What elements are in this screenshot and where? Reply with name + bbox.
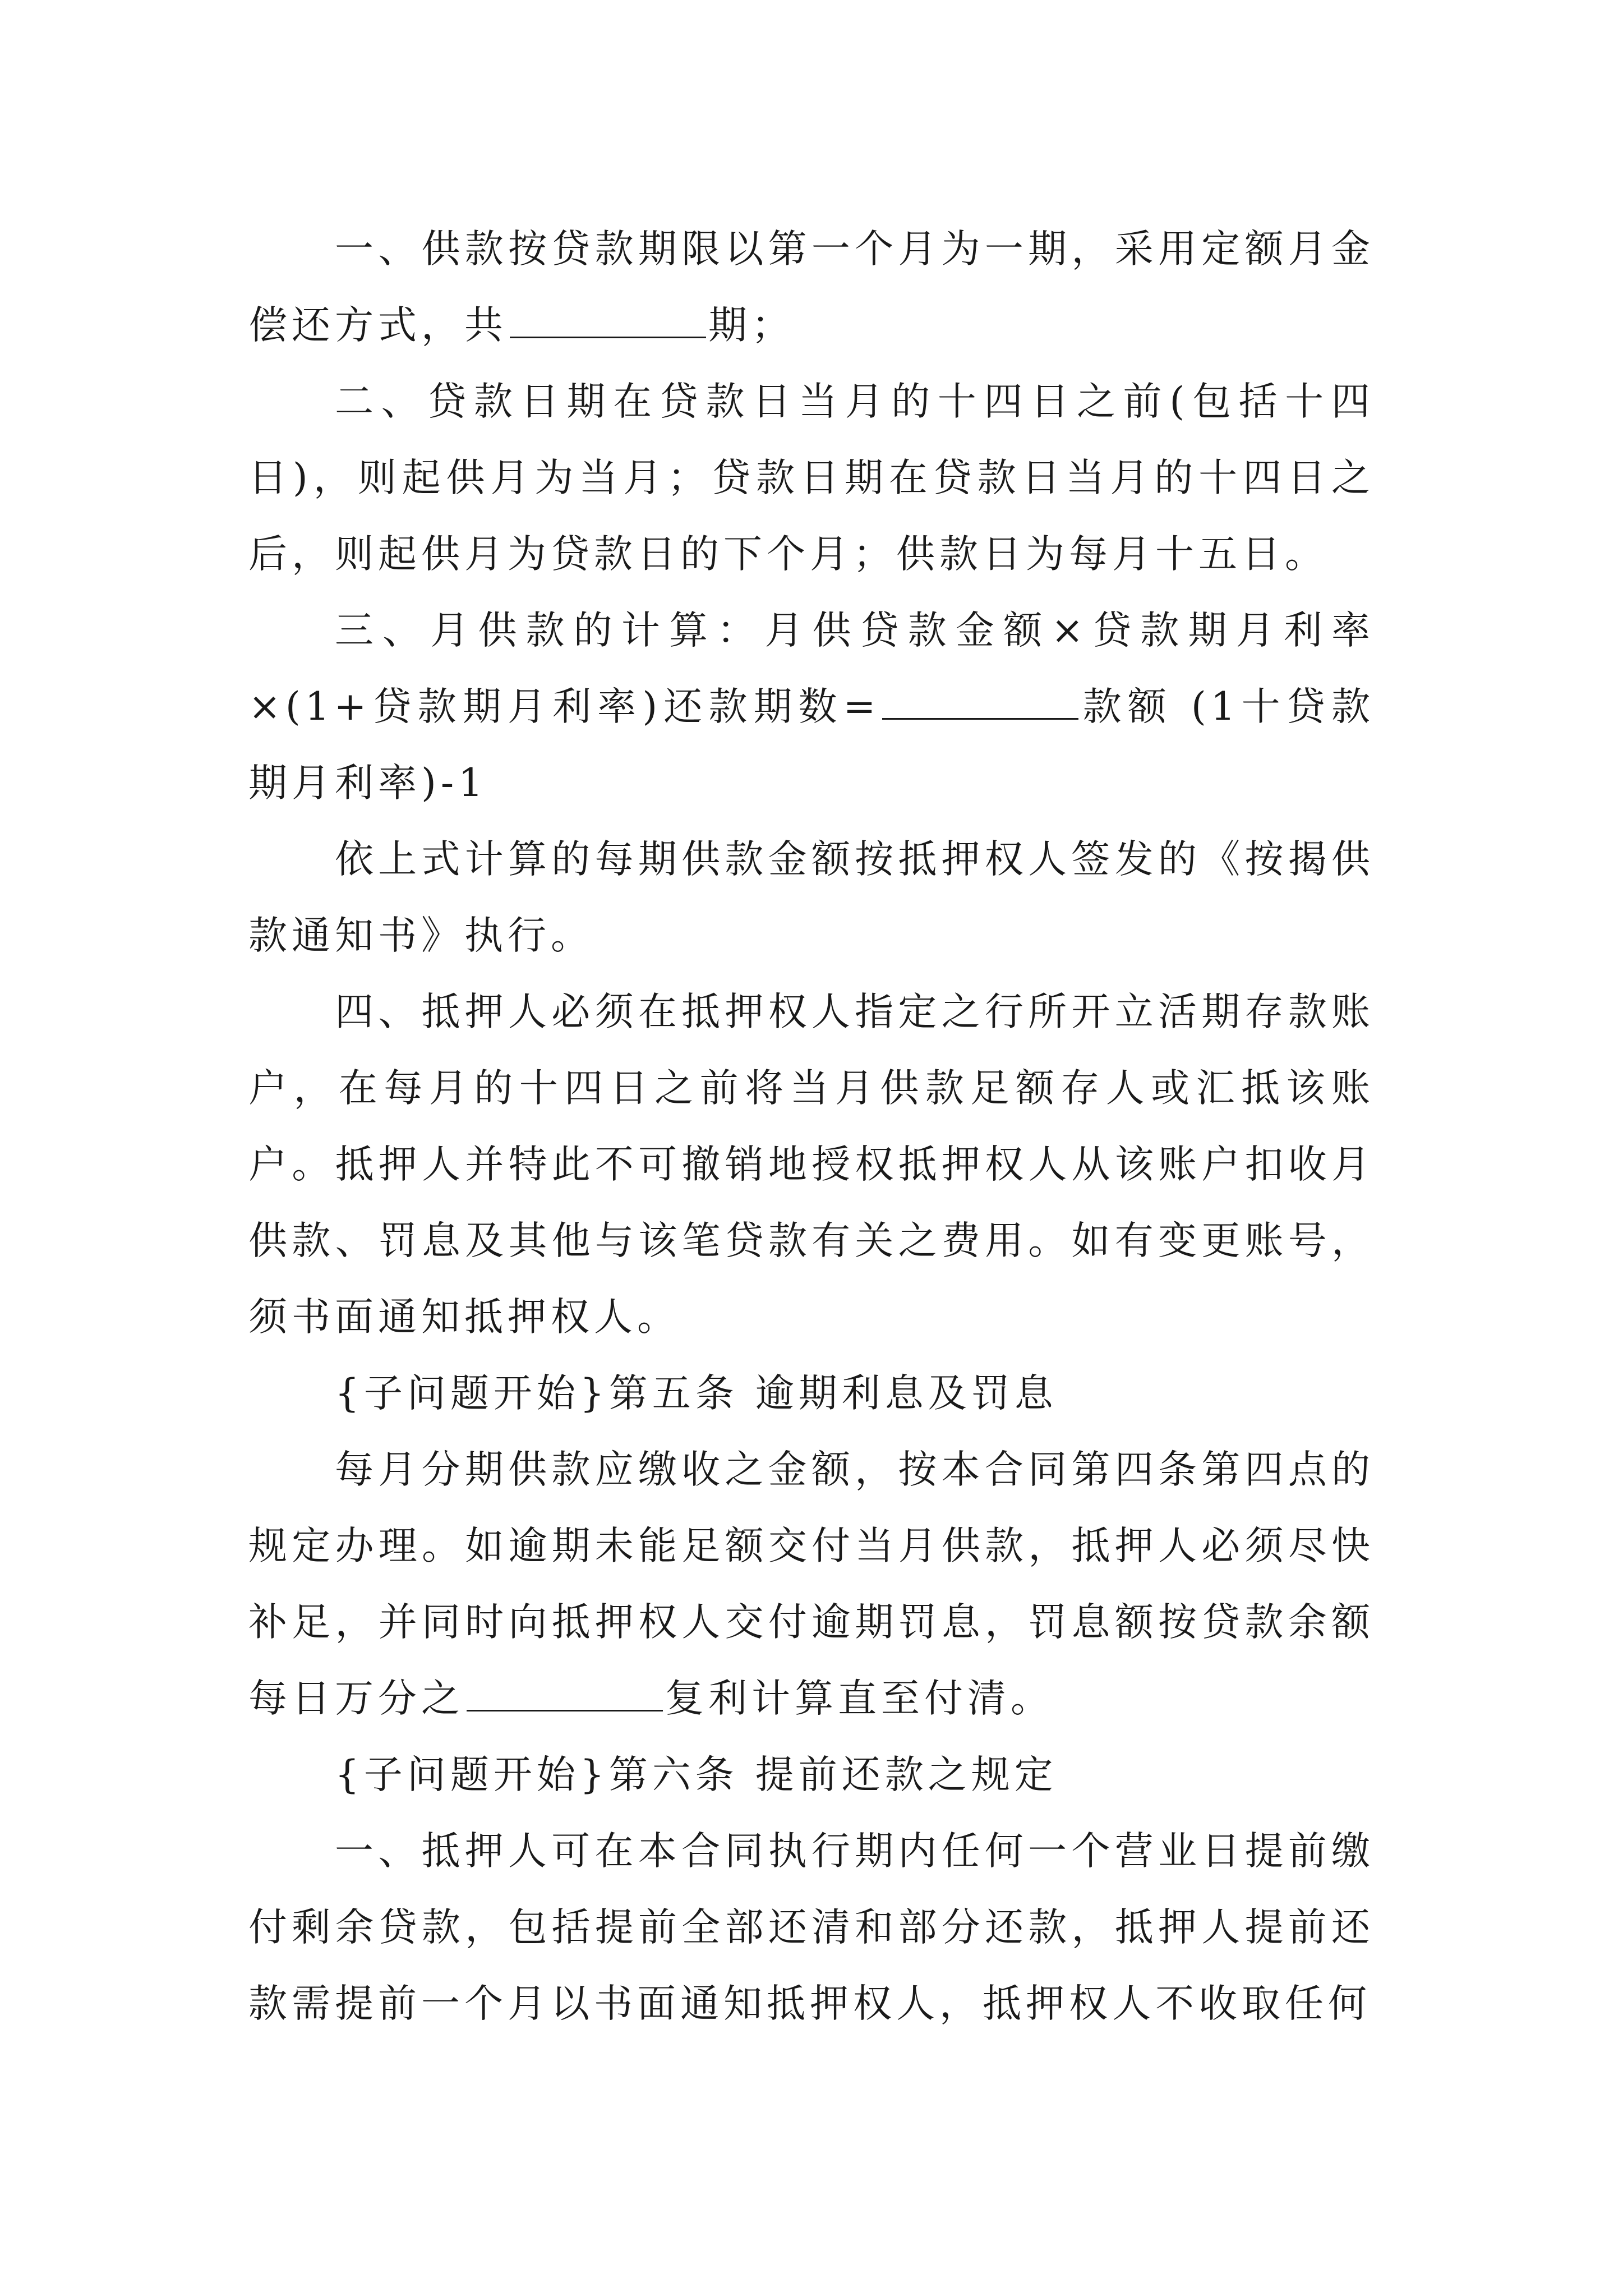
clause-account-authorization [248,974,1375,1355]
clause-text: 四、抵押人必须在抵押权人指定之行所开立活期存款账户，在每月的十四日之前将当月供款足额存人或汇抵该账户。抵押人并特此不可撤销地授权抵押权人从该账户扣收月供款、罚息及其他与该笔贷款有关之费用。如有变更账号，须书面通知抵押权人。 [248,990,1375,1340]
blank-field-amount[interactable] [882,684,1078,720]
clause-text: 三、月供款的计算：月供贷款金额×贷款期月利率×(1+贷款期月利率)还款期数= [248,608,1375,729]
document-body [248,211,1375,2042]
clause-text: 复利计算直至付清。 [665,1676,1054,1721]
clause-start-month [248,364,1375,592]
clause-monthly-calculation [248,592,1375,821]
article-5-heading [248,1355,1375,1432]
clause-text: 一、抵押人可在本合同执行期内任何一个营业日提前缴付剩余贷款，包括提前全部还清和部分还款，抵押人提前还款需提前一个月以书面通知抵押权人，抵押权人不收取任何 [248,1829,1375,2026]
clause-overdue-penalty [248,1432,1375,1737]
clause-text: 二、贷款日期在贷款日当月的十四日之前(包括十四日)，则起供月为当月；贷款日期在贷款日当月的十四日之后，则起供月为贷款日的下个月；供款日为每月十五日。 [248,379,1375,577]
heading-text: {子问题开始}第五条 逾期利息及罚息 [335,1371,1058,1416]
blank-field-penalty-rate[interactable] [467,1676,663,1711]
blank-field-periods[interactable] [510,303,706,338]
clause-notice-execution [248,821,1375,974]
clause-early-repayment [248,1813,1375,2042]
article-6-heading [248,1737,1375,1813]
heading-text: {子问题开始}第六条 提前还款之规定 [335,1752,1058,1797]
clause-text: 期； [708,303,795,348]
clause-text: 每月分期供款应缴收之金额，按本合同第四条第四点的规定办理。如逾期未能足额交付当月供款，抵押人必须尽快补足，并同时向抵押权人交付逾期罚息，罚息额按贷款余额每日万分之 [248,1447,1375,1721]
clause-repayment-periods [248,211,1375,364]
clause-text: 款额 (1十贷款期月利率)-1 [248,684,1375,806]
clause-text: 一、供款按贷款期限以第一个月为一期，采用定额月金偿还方式，共 [248,227,1375,348]
clause-text: 依上式计算的每期供款金额按抵押权人签发的《按揭供款通知书》执行。 [248,837,1375,958]
